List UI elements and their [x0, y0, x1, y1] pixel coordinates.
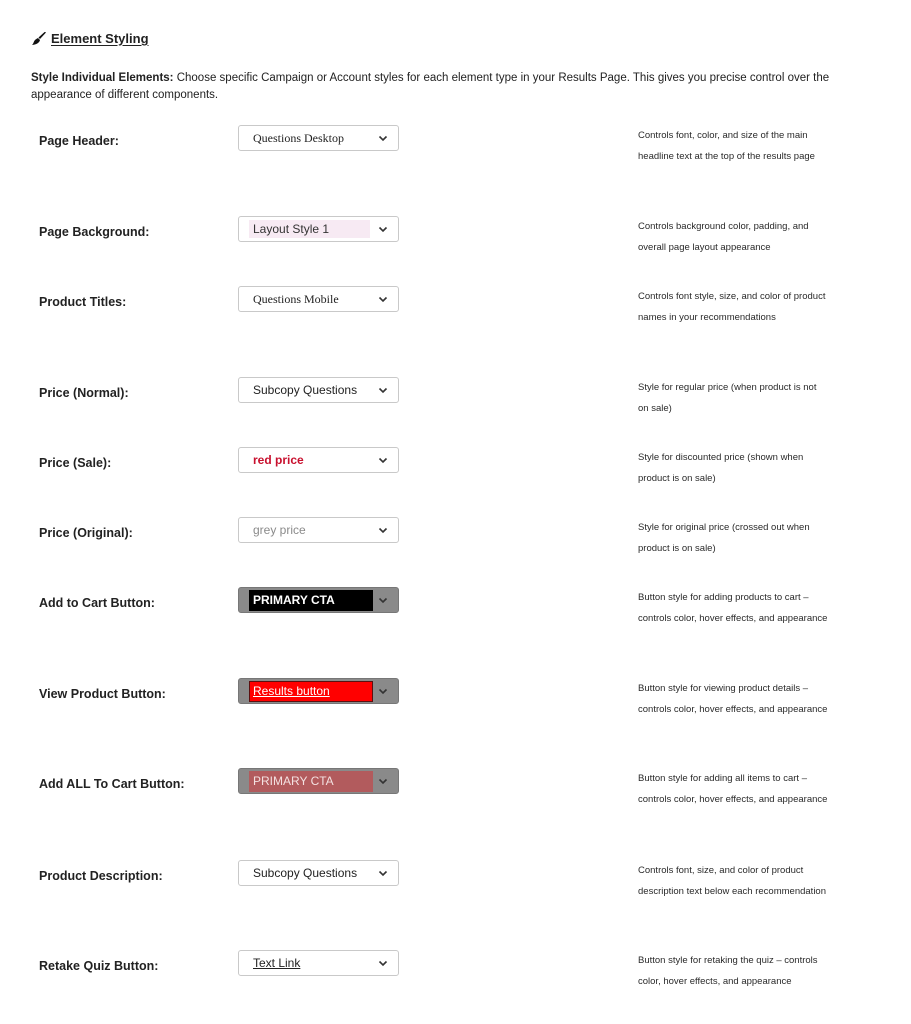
row-label: Price (Sale):	[39, 456, 112, 470]
select-value: Subcopy Questions	[253, 383, 358, 397]
select-value: Results button	[249, 681, 373, 702]
intro-text	[31, 70, 841, 104]
row-description: Button style for adding products to cart – controls color, hover effects, and appearance	[638, 592, 828, 624]
chevron-down-icon	[377, 132, 389, 144]
select-value: Questions Desktop	[253, 131, 344, 145]
add-all-to-cart-select[interactable]	[238, 768, 399, 794]
row-description: Button style for viewing product details – controls color, hover effects, and appearance	[638, 683, 828, 715]
row-description: Controls font, color, and size of the main headline text at the top of the results page	[638, 130, 815, 162]
section-title: Element Styling	[51, 31, 149, 46]
chevron-down-icon	[377, 957, 389, 969]
section-header	[31, 31, 149, 46]
select-value: Questions Mobile	[253, 292, 339, 306]
select-value: PRIMARY CTA	[249, 590, 373, 611]
row-description: Style for regular price (when product is not on sale)	[638, 382, 817, 414]
row-description: Style for discounted price (shown when product is on sale)	[638, 452, 804, 484]
price-normal-select[interactable]	[238, 377, 399, 403]
row-label: View Product Button:	[39, 687, 166, 701]
row-description: Style for original price (crossed out when product is on sale)	[638, 522, 810, 554]
row-label: Price (Original):	[39, 526, 133, 540]
row-label: Product Titles:	[39, 295, 127, 309]
page-header-select[interactable]	[238, 125, 399, 151]
page-background-select[interactable]	[238, 216, 399, 242]
chevron-down-icon	[377, 384, 389, 396]
chevron-down-icon	[377, 594, 389, 606]
chevron-down-icon	[377, 454, 389, 466]
select-value: PRIMARY CTA	[249, 771, 373, 792]
view-product-select[interactable]	[238, 678, 399, 704]
row-description: Button style for adding all items to cart – controls color, hover effects, and appearance	[638, 773, 828, 805]
paint-brush-icon	[31, 32, 47, 46]
row-label: Add to Cart Button:	[39, 596, 155, 610]
chevron-down-icon	[377, 775, 389, 787]
select-value: grey price	[253, 523, 306, 537]
select-value: Text Link	[253, 956, 301, 970]
select-value: Layout Style 1	[249, 220, 370, 238]
intro-body: Choose specific Campaign or Account styles for each element type in your Results Page. This gives you precise control over the appearance of different components.	[31, 72, 830, 101]
product-titles-select[interactable]	[238, 286, 399, 312]
retake-quiz-select[interactable]	[238, 950, 399, 976]
chevron-down-icon	[377, 293, 389, 305]
row-label: Add ALL To Cart Button:	[39, 777, 185, 791]
chevron-down-icon	[377, 685, 389, 697]
intro-bold: Style Individual Elements:	[31, 72, 174, 84]
row-description: Controls font style, size, and color of product names in your recommendations	[638, 291, 826, 323]
row-label: Page Background:	[39, 225, 150, 239]
chevron-down-icon	[377, 524, 389, 536]
product-description-select[interactable]	[238, 860, 399, 886]
select-value: Subcopy Questions	[253, 866, 358, 880]
add-to-cart-select[interactable]	[238, 587, 399, 613]
price-sale-select[interactable]	[238, 447, 399, 473]
row-description: Button style for retaking the quiz – controls color, hover effects, and appearance	[638, 955, 818, 987]
row-label: Page Header:	[39, 134, 119, 148]
select-value: red price	[253, 453, 304, 467]
chevron-down-icon	[377, 223, 389, 235]
row-description: Controls font, size, and color of product description text below each recommendation	[638, 865, 826, 897]
row-label: Price (Normal):	[39, 386, 129, 400]
row-label: Retake Quiz Button:	[39, 959, 159, 973]
chevron-down-icon	[377, 867, 389, 879]
row-description: Controls background color, padding, and overall page layout appearance	[638, 221, 809, 253]
price-original-select[interactable]	[238, 517, 399, 543]
row-label: Product Description:	[39, 869, 163, 883]
